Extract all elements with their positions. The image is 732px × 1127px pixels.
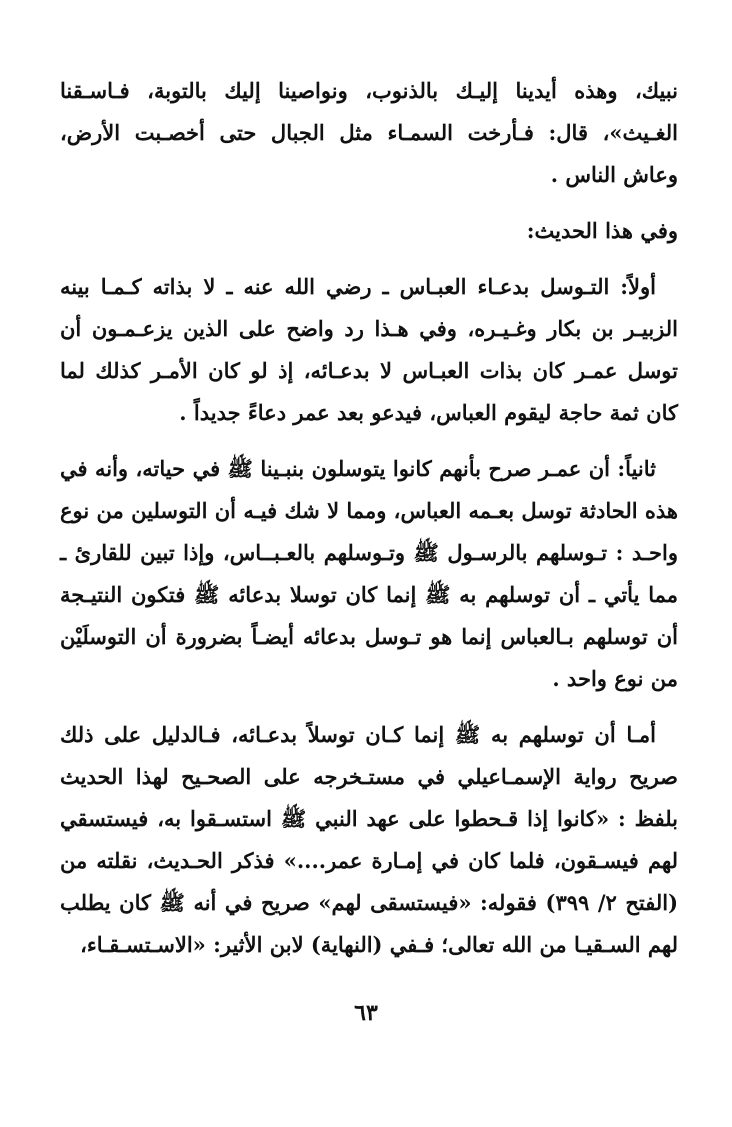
paragraph-first-point: أولاً: التـوسل بدعـاء العبـاس ـ رضي الله عنه ـ لا بذاته كـمـا بينه الزبيـر بن بكار وغـيـره، وفي هـذا رد واضح على الذين يزعـمـون أن توسل عمـر كان بذات العبـاس لا بدعـائه، إذ لو كان الأمـر كذلك لما كان ثمة حاجة ليقوم العباس، فيدعو بعد عمر دعاءً جديداً . — [60, 274, 678, 425]
page-number: ٦٣ — [354, 1000, 378, 1026]
paragraph-second-point: ثانياً: أن عمـر صرح بأنهم كانوا يتوسلون بنبـينا ﷺ في حياته، وأنه في هذه الحادثة توسل بعـمه العباس، ومما لا شك فيـه أن التوسلين من نوع واحـد : تـوسلهم بالرسـول ﷺ وتـوسلهم بالعـبــاس، وإذا تبين للقارئ ـ مما يأتي ـ أن توسلهم به ﷺ إنما كان توسلا بدعائه ﷺ فتكون النتيـجة أن توسلهم بـالعباس إنما هو تـوسل بدعائه أيضـاً بضرورة أن التوسلَيْن من نوع واحد . — [60, 456, 678, 691]
paragraph-section-heading: وفي هذا الحديث: — [526, 218, 678, 243]
page-body — [60, 70, 678, 966]
paragraph-continuation: نبيك، وهذه أيدينا إليـك بالذنوب، ونواصينا إليك بالتوبة، فـاسـقنا الغـيث»، قال: فـأرخت السمـاء مثل الجبال حتى أخصـبت الأرض، وعاش الناس . — [60, 78, 678, 187]
paragraph-evidence: أمـا أن توسلهم به ﷺ إنما كـان توسلاً بدعـائه، فـالدليل على ذلك صريح رواية الإسمـاعيلي في مستـخرجه على الصحـيح لهذا الحديث بلفظ : «كانوا إذا قـحطوا على عهد النبي ﷺ استسـقوا به، فيستسقي لهم فيسـقون، فلما كان في إمـارة عمر....» فذكر الحـديث، نقلته من (الفتح ٢/ ٣٩٩) فقوله: «فيستسقى لهم» صريح في أنه ﷺ كان يطلب لهم السـقيـا من الله تعالى؛ فـفي (النهاية) لابن الأثير: «الاسـتسـقـاء، — [60, 722, 679, 957]
